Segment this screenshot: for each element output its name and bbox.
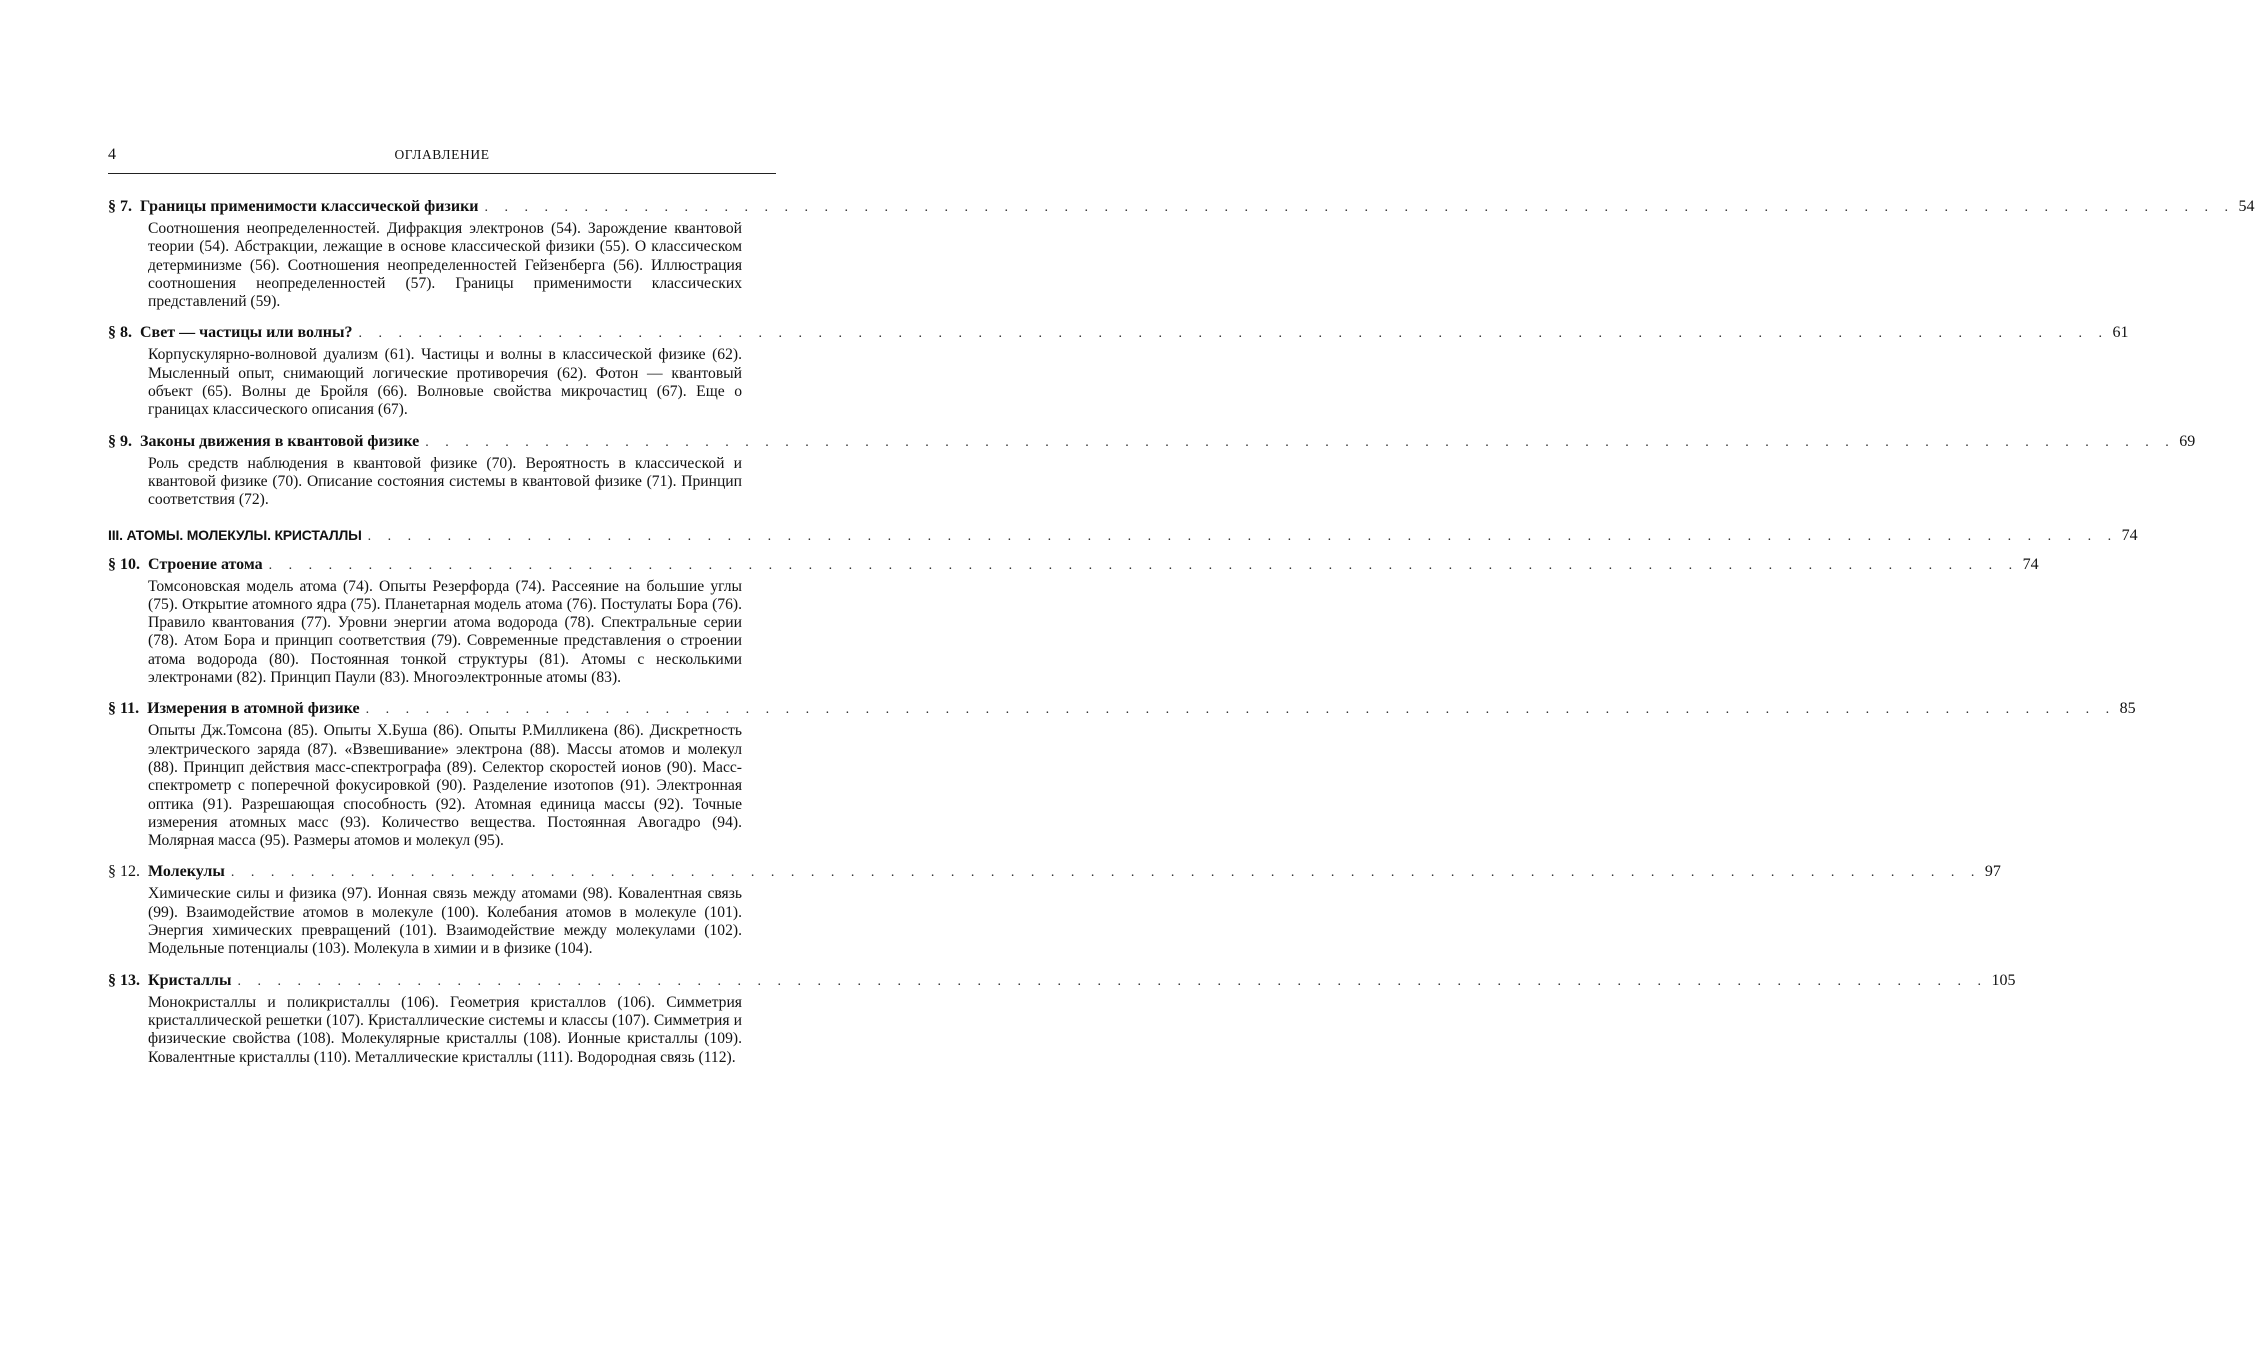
chapter-title: III. АТОМЫ. МОЛЕКУЛЫ. КРИСТАЛЛЫ	[108, 526, 362, 543]
dot-leader: . . . . . . . . . . . . . . . . . . . . . . . . . . . . . . . . . . . . . . . . . . . . . . . . . . . . . . . . . . . . . . . . . . . . . . . . . . . . . . . . . . . . . . . .	[365, 702, 2116, 718]
toc-entry-section-9	[108, 431, 2196, 510]
dot-leader: . . . . . . . . . . . . . . . . . . . . . . . . . . . . . . . . . . . . . . . . . . . . . . . . . . . . . . . . . . . . . . . . . . . . . . . . . . . . . . . . . . . . . . . .	[237, 973, 1988, 989]
toc-entry-heading[interactable]	[108, 970, 2016, 992]
page-reference: 85	[2119, 700, 2136, 718]
toc-entry-chapter-3	[108, 524, 2138, 546]
page-reference: 69	[2179, 432, 2196, 450]
toc-entry-title-wrap	[108, 970, 237, 992]
section-number: § 10.	[108, 555, 140, 573]
section-title: Границы применимости классической физики	[140, 198, 479, 215]
toc-entry-title-wrap	[108, 322, 359, 344]
page-reference: 61	[2112, 324, 2129, 342]
page-reference: 74	[2022, 555, 2039, 573]
section-number: § 9.	[108, 432, 132, 450]
section-number: § 8.	[108, 324, 132, 342]
section-title: Строение атома	[148, 555, 263, 573]
section-topics: Роль средств наблюдения в квантовой физике (70). Вероятность в классической и квантовой физике (70). Описание состояния системы в квантовой физике (71). Принцип соответствия (72).	[148, 454, 742, 509]
toc-entry-heading[interactable]	[108, 698, 2136, 720]
dot-leader: . . . . . . . . . . . . . . . . . . . . . . . . . . . . . . . . . . . . . . . . . . . . . . . . . . . . . . . . . . . . . . . . . . . . . . . . . . . . . . . . . . . . . . . .	[367, 528, 2118, 544]
section-title: Кристаллы	[148, 971, 232, 989]
section-title: Измерения в атомной физике	[147, 700, 360, 718]
section-topics: Соотношения неопределенностей. Дифракция электронов (54). Зарождение квантовой теории (54). Абстракции, лежащие в основе классической физики (55). О классическом детерминизме (56). Соотношения неопределенностей Гейзенберга (56). Иллюстрация соотношения неопределенностей (57). Границы применимости классических представлений (59).	[148, 220, 742, 311]
page-reference: 54	[2238, 198, 2255, 215]
section-topics: Монокристаллы и поликристаллы (106). Геометрия кристаллов (106). Симметрия кристаллической решетки (107). Кристаллические системы и классы (107). Симметрия и физические свойства (108). Молекулярные кристаллы (108). Ионные кристаллы (109). Ковалентные кристаллы (110). Металлические кристаллы (111). Водородная связь (112).	[148, 993, 742, 1066]
toc-entry-title-wrap	[108, 861, 231, 883]
toc-chapter-heading[interactable]	[108, 524, 2138, 546]
toc-entry-heading[interactable]	[108, 431, 2196, 453]
section-title: Законы движения в квантовой физике	[140, 432, 420, 450]
toc-entry-title-wrap	[108, 196, 485, 218]
dot-leader: . . . . . . . . . . . . . . . . . . . . . . . . . . . . . . . . . . . . . . . . . . . . . . . . . . . . . . . . . . . . . . . . . . . . . . . . . . . . . . . . . . . . . . . .	[268, 557, 2019, 573]
section-title: Свет — частицы или волны?	[140, 324, 353, 342]
toc-entry-section-11	[108, 698, 2136, 850]
section-topics: Химические силы и физика (97). Ионная связь между атомами (98). Ковалентная связь (99). Взаимодействие атомов в молекуле (100). Колебания атомов в молекуле (101). Энергия химических превращений (101). Взаимодействие между молекулами (102). Модельные потенциалы (103). Молекула в химии и в физике (104).	[148, 885, 742, 958]
section-topics: Томсоновская модель атома (74). Опыты Резерфорда (74). Рассеяние на большие углы (75). Открытие атомного ядра (75). Планетарная модель атома (76). Постулаты Бора (76). Правило квантования (77). Уровни энергии атома водорода (78). Спектральные серии (78). Атом Бора и принцип соответствия (79). Современные представления о строении атома водорода (80). Постоянная тонкой структуры (81). Атомы с несколькими электронами (82). Принцип Паули (83). Многоэлектронные атомы (83).	[148, 577, 742, 687]
page-number: 4	[108, 146, 116, 163]
section-topics: Корпускулярно-волновой дуализм (61). Частицы и волны в классической физике (62). Мысленный опыт, снимающий логические противоречия (62). Фотон — квантовый объект (65). Волны де Бройля (66). Волновые свойства микрочастиц (67). Еще о границах классического описания (67).	[148, 346, 742, 419]
section-number: § 11.	[108, 700, 140, 718]
page-reference: 105	[1991, 971, 2016, 989]
section-number: § 7.	[108, 198, 132, 215]
toc-entry-heading[interactable]	[108, 322, 2129, 344]
header-rule	[108, 173, 776, 174]
toc-entry-title-wrap	[108, 431, 425, 453]
dot-leader: . . . . . . . . . . . . . . . . . . . . . . . . . . . . . . . . . . . . . . . . . . . . . . . . . . . . . . . . . . . . . . . . . . . . . . . . . . . . . . . . . . . . . . . .	[425, 434, 2176, 450]
dot-leader: . . . . . . . . . . . . . . . . . . . . . . . . . . . . . . . . . . . . . . . . . . . . . . . . . . . . . . . . . . . . . . . . . . . . . . . . . . . . . . . . . . . . . . . .	[358, 326, 2109, 342]
page-reference: 97	[1984, 863, 2001, 881]
toc-entry-section-8	[108, 322, 2129, 419]
section-topics: Опыты Дж.Томсона (85). Опыты Х.Буша (86). Опыты Р.Милликена (86). Дискретность электрического заряда (87). «Взвешивание» электрона (88). Массы атомов и молекул (88). Принцип действия масс-спектрографа (89). Селектор скоростей ионов (90). Масс-спектрометр с поперечной фокусировкой (90). Разделение изотопов (91). Электронная оптика (91). Разрешающая способность (92). Атомная единица массы (92). Точные измерения атомных масс (93). Количество вещества. Постоянная Авогадро (94). Молярная масса (95). Размеры атомов и молекул (95).	[148, 722, 742, 850]
toc-entry-title-wrap	[108, 554, 269, 576]
toc-entry-title-wrap	[108, 698, 366, 720]
toc-entry-section-12	[108, 861, 2001, 958]
running-title: ОГЛАВЛЕНИЕ	[394, 147, 490, 162]
table-of-contents	[108, 196, 2255, 1078]
section-title: Молекулы	[148, 863, 225, 881]
toc-entry-section-7	[108, 196, 2255, 311]
toc-entry-section-10	[108, 554, 2039, 688]
page-reference: 74	[2121, 526, 2138, 544]
section-number: § 13.	[108, 971, 140, 989]
toc-entry-heading[interactable]	[108, 554, 2039, 576]
toc-entry-heading[interactable]	[108, 861, 2001, 883]
dot-leader: . . . . . . . . . . . . . . . . . . . . . . . . . . . . . . . . . . . . . . . . . . . . . . . . . . . . . . . . . . . . . . . . . . . . . . . . . . . . . . . . . . . . . . . .	[230, 865, 1981, 881]
toc-entry-heading[interactable]	[108, 196, 2255, 218]
dot-leader: . . . . . . . . . . . . . . . . . . . . . . . . . . . . . . . . . . . . . . . . . . . . . . . . . . . . . . . . . . . . . . . . . . . . . . . . . . . . . . . . . . . . . . . .	[484, 200, 2235, 215]
section-number: § 12.	[108, 863, 140, 881]
running-head	[108, 146, 776, 170]
toc-entry-section-13	[108, 970, 2016, 1067]
